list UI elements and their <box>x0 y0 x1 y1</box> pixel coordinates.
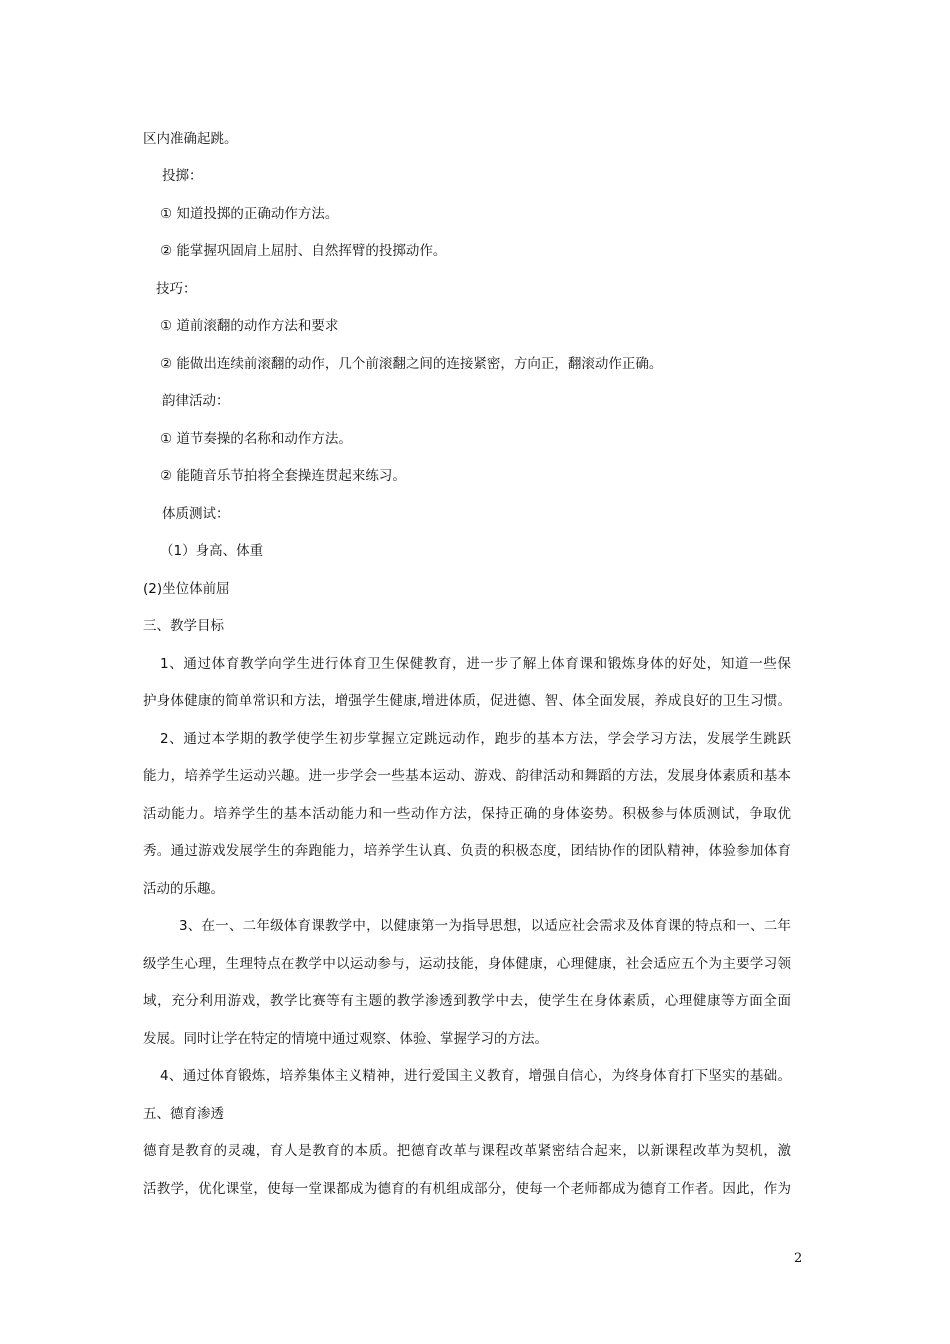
section-label-skills: 技巧： <box>156 281 197 297</box>
paragraph-line: 护身体健康的简单常识和方法，增强学生健康,增进体质，促进德、智、体全面发展，养成良好的卫生习惯。 <box>143 693 791 709</box>
paragraph-line: 发展。同时让学在特定的情境中通过观察、体验、掌握学习的方法。 <box>143 1031 548 1047</box>
list-item: ① 知道投掷的正确动作方法。 <box>160 206 339 222</box>
paragraph-line: 秀。通过游戏发展学生的奔跑能力，培养学生认真、负责的积极态度，团结协作的团队精神，体验参加体育 <box>143 843 791 859</box>
paragraph-line: 德育是教育的灵魂，育人是教育的本质。把德育改革与课程改革紧密结合起来，以新课程改革为契机，激 <box>143 1143 791 1159</box>
paragraph-line: 2、通过本学期的教学使学生初步掌握立定跳远动作，跑步的基本方法，学会学习方法，发展学生跳跃 <box>160 731 791 747</box>
section-label-throwing: 投掷： <box>162 168 203 184</box>
paragraph-line: 活教学，优化课堂，使每一堂课都成为德育的有机组成部分，使每一个老师都成为德育工作者。因此，作为 <box>143 1181 791 1197</box>
paragraph-line: 1、通过体育教学向学生进行体育卫生保健教育，进一步了解上体育课和锻炼身体的好处，知道一些保 <box>160 656 791 672</box>
paragraph-line: 3、在一、二年级体育课教学中，以健康第一为指导思想，以适应社会需求及体育课的特点和一、二年 <box>179 918 791 934</box>
list-item: ① 道前滚翻的动作方法和要求 <box>160 318 339 334</box>
section-label-fitness: 体质测试： <box>162 506 230 522</box>
list-item: （1）身高、体重 <box>160 543 264 559</box>
section-heading-goals: 三、教学目标 <box>143 618 224 634</box>
paragraph-line: 域，充分利用游戏，教学比赛等有主题的教学渗透到教学中去，使学生在身体素质，心理健康等方面全面 <box>143 993 791 1009</box>
paragraph-line: 能力，培养学生运动兴趣。进一步学会一些基本运动、游戏、韵律活动和舞蹈的方法，发展身体素质和基本 <box>143 768 791 784</box>
list-item: ② 能做出连续前滚翻的动作，几个前滚翻之间的连接紧密，方向正，翻滚动作正确。 <box>160 356 663 372</box>
text-line: 区内准确起跳。 <box>143 131 238 147</box>
list-item: ① 道节奏操的名称和动作方法。 <box>160 431 352 447</box>
section-label-rhythm: 韵律活动： <box>162 393 230 409</box>
list-item: ② 能随音乐节拍将全套操连贯起来练习。 <box>160 468 406 484</box>
paragraph-line: 活动的乐趣。 <box>143 881 224 897</box>
list-item: (2)坐位体前屈 <box>143 581 230 597</box>
paragraph-line: 4、通过体育锻炼，培养集体主义精神，进行爱国主义教育，增强自信心，为终身体育打下坚实的基础。 <box>160 1068 791 1084</box>
section-heading-moral: 五、德育渗透 <box>143 1106 224 1122</box>
paragraph-line: 活动能力。培养学生的基本活动能力和一些动作方法，保持正确的身体姿势。积极参与体质测试，争取优 <box>143 806 791 822</box>
list-item: ② 能掌握巩固肩上屈肘、自然挥臂的投掷动作。 <box>160 243 447 259</box>
paragraph-line: 级学生心理，生理特点在教学中以运动参与，运动技能，身体健康，心理健康，社会适应五个为主要学习领 <box>143 956 791 972</box>
page-number: 2 <box>794 1251 803 1266</box>
